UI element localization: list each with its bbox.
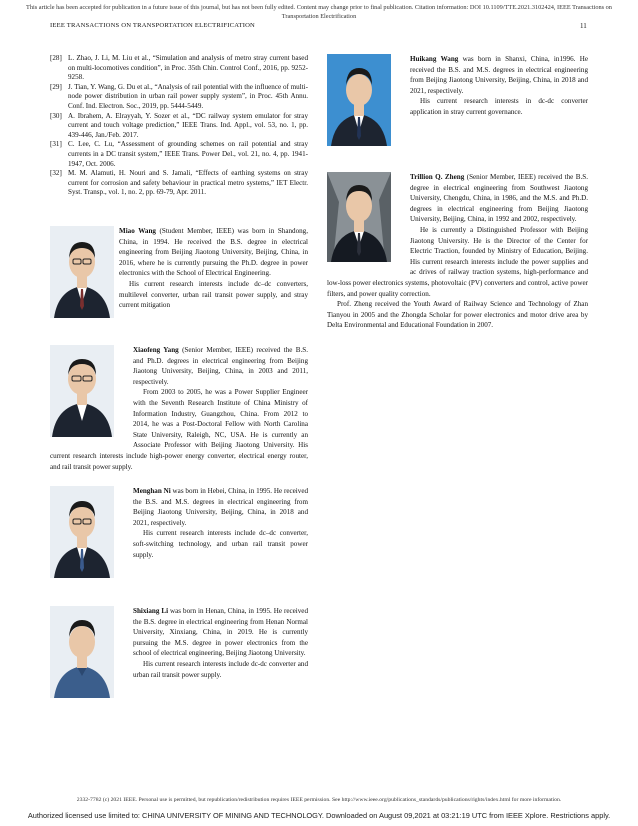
author-name: Menghan Ni xyxy=(133,487,171,495)
reference-item xyxy=(50,112,308,141)
reference-number: [31] xyxy=(50,140,62,149)
bio-miao-wang xyxy=(119,226,308,311)
reference-text: A. Ibrahem, A. Elrayyah, Y. Sozer et al., “DC railway system emulator for stray current and touch voltage prediction,” IEEE Trans. Ind. Appl., vol. 53, no. 1, pp. 439-446, Jan./Feb. 2017. xyxy=(68,111,308,139)
bio-shixiang-li xyxy=(133,606,308,680)
reference-item xyxy=(50,54,308,83)
portrait-icon xyxy=(50,486,114,578)
author-photo-shixiang-li xyxy=(50,606,114,698)
reference-number: [29] xyxy=(50,82,62,91)
author-name: Xiaofeng Yang xyxy=(133,346,179,354)
reference-list xyxy=(50,54,308,198)
portrait-icon xyxy=(50,606,114,698)
bio-paragraph: Prof. Zheng received the Youth Award of Railway Science and Technology of Zhan Tianyou in 2005 and the Zhongda Scholar for power electronics and motor drive area by Delta Environmental and Educational Foundation in 2007. xyxy=(327,300,588,330)
photo-spacer xyxy=(327,172,410,268)
author-name: Huikang Wang xyxy=(410,55,459,63)
reference-number: [28] xyxy=(50,54,62,62)
reference-number: [30] xyxy=(50,111,62,120)
reference-text: C. Lee, C. Lu, “Assessment of grounding schemes on rail potential and stray currents in a DC transit system,” IEEE Trans. Power Del., vol. 21, no. 4, pp. 1941-1947, Oct. 2006. xyxy=(68,140,308,168)
reference-item xyxy=(50,140,308,169)
photo-spacer xyxy=(50,345,133,441)
prepublication-notice: This article has been accepted for publication in a future issue of this journal, but has not been fully edited. Content may change prior to final publication. Citation information: DOI 10.1109/TTE.2021.3102424, IEEE Transactions on Transportation Electrification xyxy=(26,4,612,20)
author-photo-huikang-wang xyxy=(327,54,391,146)
bio-paragraph: (Senior Member, IEEE) received the B.S. degree in electrical engineering from Southwest Jiaotong University, Chengdu, China, in 1986, and the M.S. and Ph.D. degrees in electrical engineering from Beijing Jiaotong University, Beijing, China, in 1992 and 2002, respectively. xyxy=(410,173,588,224)
bio-paragraph: was born in Hebei, China, in 1995. He received the B.S. and M.S. degrees in electrical engineering from Beijing Jiaotong University, Beijing, China, in 2018 and 2021, respectively. xyxy=(133,487,309,527)
reference-text: J. Tian, Y. Wang, G. Du et al., “Analysis of rail potential with the influence of multi-node power distribution in urban rail power supply system”, in Proc. 45th Annu. Conf. Ind. Electron. Soc., 2019, pp. 5444-5449. xyxy=(68,82,308,110)
page-number: 11 xyxy=(580,22,587,30)
reference-item xyxy=(50,83,308,112)
portrait-icon xyxy=(327,54,391,146)
license-footer: 2332-7782 (c) 2021 IEEE. Personal use is permitted, but republication/redistribution requires IEEE permission. See http://www.ieee.org/publications_standards/publications/rights/index.html for more information. xyxy=(76,797,562,803)
bio-menghan-ni xyxy=(133,486,308,560)
bio-trillion-zheng xyxy=(327,172,588,331)
journal-running-header: IEEE TRANSACTIONS ON TRANSPORTATION ELECTRIFICATION xyxy=(50,22,256,29)
bio-paragraph: His current research interests include dc–dc converters, multilevel converter, urban rail transit power supply, and stray current mitigation xyxy=(119,279,308,310)
author-photo-menghan-ni xyxy=(50,486,114,578)
bio-xiaofeng-yang xyxy=(50,345,308,472)
reference-item xyxy=(50,169,308,198)
author-photo-miao-wang xyxy=(50,226,114,318)
bio-paragraph: (Student Member, IEEE) was born in Shandong, China, in 1994. He received the B.S. degree in electrical engineering from Beijing Jiaotong University, Beijing, China, in 2016, where he is currently pursuing the Ph.D. degree in power electronics with the School of Electrical Engineering. xyxy=(119,227,308,278)
portrait-icon xyxy=(50,226,114,318)
bio-paragraph: From 2003 to 2005, he was a Power Supplier Engineer with the Seventh Research Institute of China Ministry of Information Industry, Guangzhou, China. From 2012 to 2014, he was a Post-Doctoral Fellow with North Carolina State University, Raleigh, NC, USA. He is currently an Associate Professor with Beijing Jiaotong University. His current research interests include high-power energy converter, electrical energy router, and rail transit power supply. xyxy=(50,388,308,471)
bio-paragraph: His current research interests include dc-dc converter and urban rail transit power supply. xyxy=(133,659,308,679)
bio-paragraph: was born in Shanxi, China, in1996. He received the B.S. and M.S. degrees in electrical engineering from Beijing Jiaotong University, Beijing, China, in 2018 and 2021, respectively. xyxy=(410,55,588,95)
bio-paragraph: was born in Henan, China, in 1995. He received the B.S. degree in electrical engineering from Henan Normal University, Xinxiang, China, in 2019. He is currently pursuing the M.S. degree in power electronics from the school of electrical engineering, Beijing Jiaotong University. xyxy=(133,607,308,658)
author-name: Shixiang Li xyxy=(133,607,169,615)
author-name: Trillion Q. Zheng xyxy=(410,173,465,181)
bio-paragraph: His current research interests in dc-dc converter application in stray current governance. xyxy=(410,97,588,116)
reference-number: [32] xyxy=(50,169,62,178)
download-notice: Authorized licensed use limited to: CHINA UNIVERSITY OF MINING AND TECHNOLOGY. Downloaded on August 09,2021 at 03:21:19 UTC from IEEE Xplore. Restrictions apply. xyxy=(27,811,611,820)
reference-text: M. M. Alamuti, H. Nouri and S. Jamali, “Effects of earthing systems on stray current for corrosion and safety behaviour in practical metro systems,” IET Electr. Syst. Transp., vol. 1, no. 2, pp. 69-79, Apr. 2011. xyxy=(68,169,308,197)
bio-huikang-wang xyxy=(410,54,588,118)
bio-paragraph: His current research interests include dc–dc converter, soft-switching technology, and urban rail transit power supply. xyxy=(133,529,308,559)
author-name: Miao Wang xyxy=(119,227,156,235)
reference-text: L. Zhao, J. Li, M. Liu et al., “Simulation and analysis of metro stray current based on multi-locomotives condition”, in Proc. 35th Chin. Control Conf., 2016, pp. 9252-9258. xyxy=(68,54,308,82)
bio-paragraph: (Senior Member, IEEE) received the B.S. and Ph.D. degrees in electrical engineering from Beijing Jiaotong University, Beijing, China, in 2003 and 2011, respectively. xyxy=(133,346,308,386)
bio-paragraph: He is currently a Distinguished Professor with Beijing Jiaotong University. He is the Director of the Center for Electric Traction, founded by Ministry of Education, Beijing. His current research interests include the power supplies and ac drives of railway traction systems, high-performance and low-loss power electronics systems, photovoltaic (PV) converters and control, active power filters, and power quality correction. xyxy=(327,225,588,298)
